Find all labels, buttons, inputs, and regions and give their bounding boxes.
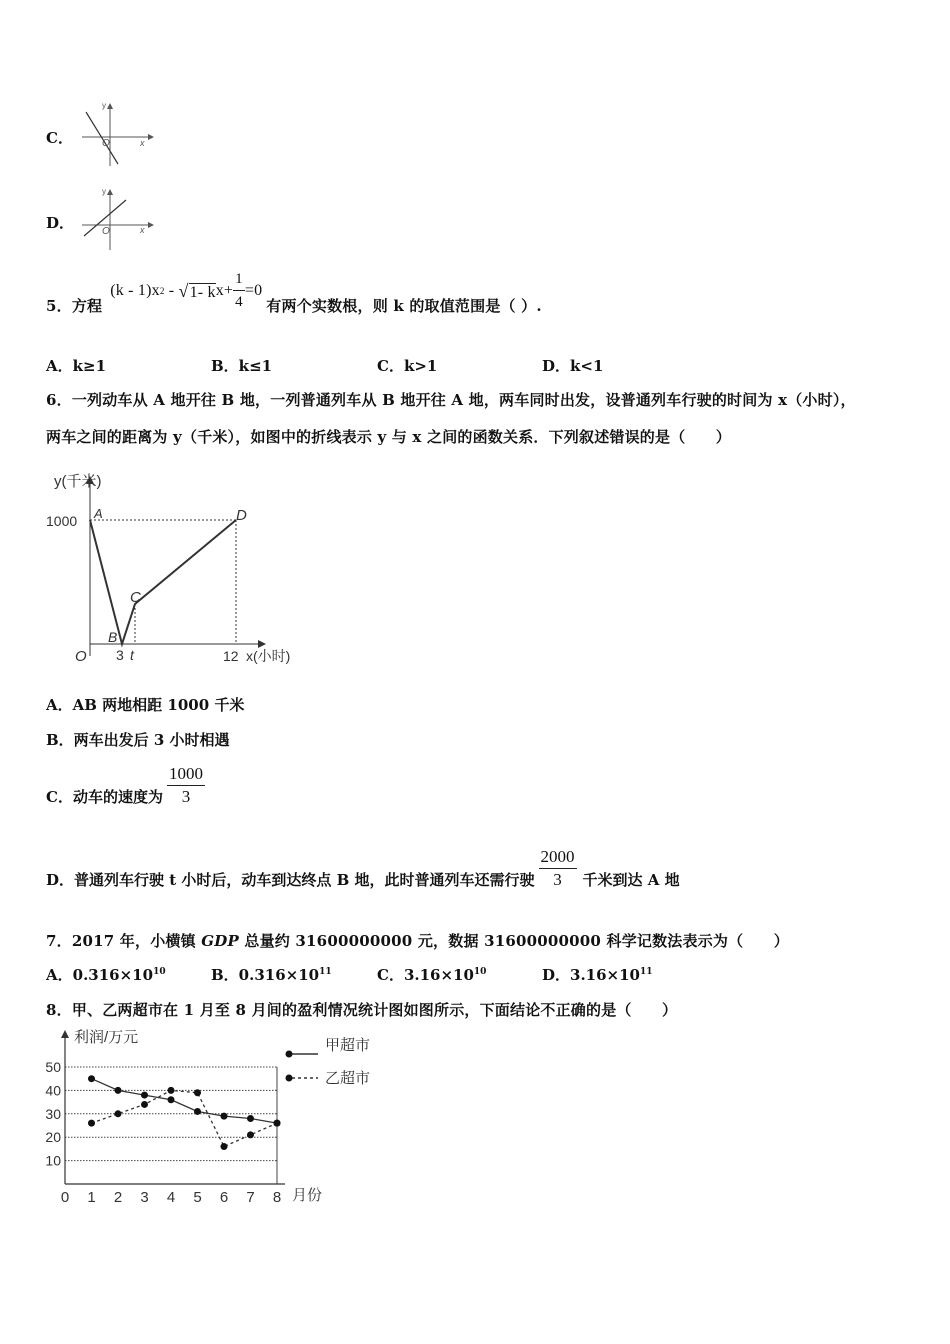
q6-x-label: x(小时)	[246, 648, 291, 664]
q7-text-pre: 7．2017 年，小横镇	[46, 932, 196, 950]
q8-point-jia-6	[221, 1113, 228, 1120]
q8-x-tick-0: 0	[60, 1189, 70, 1206]
q8-point-yi-8	[274, 1120, 281, 1127]
q6-point-a: A	[94, 506, 103, 521]
q5-sqrt	[178, 281, 215, 302]
q6-point-b: B	[108, 629, 118, 645]
q4d-x-label: x	[140, 225, 145, 235]
q5-stem	[46, 270, 542, 320]
q8-stem: 8．甲、乙两超市在 1 月至 8 月间的盈利情况统计图如图所示，下面结论不正确的是（ ）	[46, 1001, 678, 1019]
q4c-x-label: x	[140, 138, 145, 148]
q8-y-axis-label: 利润/万元	[74, 1029, 139, 1046]
q4d-origin-label: O	[102, 226, 110, 237]
q8-x-tick-2: 2	[113, 1189, 123, 1206]
q8-point-jia-3	[141, 1092, 148, 1099]
q6-x-tick-t: t	[130, 647, 134, 663]
q5-frac-num: 1	[233, 269, 245, 291]
q8-point-jia-7	[247, 1115, 254, 1122]
q6-option-d-num: 2000	[539, 847, 577, 869]
q5-eq-exponent: 2	[159, 286, 165, 296]
q7-option-b-exp: 11	[319, 967, 332, 977]
q4c-y-label: y	[102, 101, 106, 110]
q7-option-b-base: B．0.316×10	[211, 966, 320, 984]
q6-line1: 6．一列动车从 A 地开往 B 地，一列普通列车从 B 地开往 A 地，两车同时出发，设普通列车行驶的时间为 x（小时），	[46, 391, 856, 409]
q8-x-tick-4: 4	[166, 1189, 176, 1206]
q8-y-tick-10: 10	[45, 1152, 61, 1169]
q7-option-b[interactable]	[211, 964, 332, 985]
q6-x-tick-3: 3	[116, 647, 124, 663]
q4-option-d-graph	[78, 186, 158, 254]
q8-point-yi-6	[221, 1143, 228, 1150]
q6-graph	[40, 462, 310, 672]
q7-stem	[46, 930, 789, 951]
q7-option-a-base: A．0.316×10	[46, 966, 154, 984]
q6-point-c: C	[130, 589, 141, 606]
q5-option-c[interactable]: C．k>1	[377, 357, 438, 375]
q6-option-c-den: 3	[181, 787, 191, 806]
q6-option-a[interactable]: A．AB 两地相距 1000 千米	[46, 696, 245, 714]
q5-eq-part4: =0	[244, 282, 263, 299]
q6-option-d-pre: D．普通列车行驶 t 小时后，动车到达终点 B 地，此时普通列车还需行驶	[46, 870, 535, 889]
q8-y-tick-30: 30	[45, 1105, 61, 1122]
q4-option-d-label: D．	[46, 214, 75, 232]
q6-y-label: y(千米)	[54, 473, 102, 490]
q5-option-b[interactable]: B．k≤1	[211, 357, 273, 375]
q5-text-after: 有两个实数根，则 k 的取值范围是（ ）.	[266, 296, 542, 315]
q6-option-d-frac	[539, 847, 577, 891]
q8-point-yi-4	[168, 1087, 175, 1094]
q8-point-yi-2	[115, 1110, 122, 1117]
q7-option-c[interactable]	[377, 964, 486, 985]
q5-eq-part2: -	[164, 282, 179, 299]
q5-option-d[interactable]: D．k<1	[542, 357, 604, 375]
q8-x-tick-1: 1	[87, 1189, 96, 1206]
q7-text-post: 总量约 31600000000 元，数据 31600000000 科学记数法表示为（ ）	[244, 932, 789, 950]
q6-option-c-text: C．动车的速度为	[46, 787, 163, 806]
q5-option-a[interactable]: A．k≥1	[46, 357, 107, 375]
q6-x-arrow	[258, 640, 266, 648]
q8-x-tick-3: 3	[140, 1189, 149, 1206]
q4c-x-arrow	[148, 134, 154, 140]
q6-y-value: 1000	[46, 513, 78, 529]
q5-frac-den: 4	[235, 294, 243, 310]
q4c-origin-label: O	[102, 138, 110, 149]
q8-x-tick-7: 7	[246, 1189, 255, 1206]
q4-option-c-graph	[78, 100, 158, 168]
q8-chart	[40, 1022, 400, 1212]
q4c-y-arrow	[107, 103, 113, 109]
q6-option-c-num: 1000	[167, 764, 205, 786]
q5-eq-part3: x+	[215, 282, 234, 299]
q8-x-tick-5: 5	[193, 1189, 202, 1206]
q8-y-tick-40: 40	[45, 1082, 61, 1099]
q8-point-jia-4	[168, 1096, 175, 1103]
q6-origin: O	[75, 648, 87, 665]
q6-option-d[interactable]	[46, 843, 680, 895]
q8-point-yi-1	[88, 1120, 95, 1127]
q6-line2: 两车之间的距离为 y（千米），如图中的折线表示 y 与 x 之间的函数关系．下列叙述错误的是（ ）	[46, 428, 731, 446]
q8-legend-yi: 乙超市	[325, 1070, 371, 1087]
q5-eq-part1: (k - 1)x	[110, 282, 160, 299]
q8-series	[88, 1075, 281, 1150]
q8-point-yi-5	[194, 1089, 201, 1096]
q8-x-axis-label: 月份	[292, 1187, 323, 1204]
q8-point-jia-5	[194, 1108, 201, 1115]
q6-option-c-frac	[167, 764, 205, 808]
q7-option-a[interactable]	[46, 964, 166, 985]
q8-point-yi-7	[247, 1131, 254, 1138]
q5-frac	[233, 269, 245, 313]
q5-eq-sqrt: 1- k	[189, 283, 216, 301]
q5-sqrt-sign: √	[178, 280, 189, 301]
q7-option-d[interactable]	[542, 964, 653, 985]
q8-legend-jia: 甲超市	[325, 1037, 371, 1054]
q6-option-d-den: 3	[553, 870, 562, 889]
q7-option-c-base: C．3.16×10	[377, 966, 474, 984]
q8-y-arrow	[61, 1030, 69, 1038]
q8-legend-marker-yi	[286, 1075, 293, 1082]
q8-point-jia-2	[115, 1087, 122, 1094]
q8-y-tick-50: 50	[45, 1059, 61, 1075]
q6-x-tick-12: 12	[223, 648, 239, 664]
q7-option-a-exp: 10	[153, 967, 166, 977]
q5-number: 5．方程	[46, 296, 103, 315]
q8-x-tick-8: 8	[272, 1189, 282, 1206]
q7-text-gdp: GDP	[201, 932, 239, 950]
q8-legend-marker-jia	[286, 1051, 293, 1058]
q4d-y-label: y	[102, 187, 106, 196]
q6-option-c[interactable]	[46, 760, 205, 812]
q8-x-tick-6: 6	[219, 1189, 229, 1206]
q4d-y-arrow	[107, 189, 113, 195]
q8-point-yi-3	[141, 1101, 148, 1108]
q6-option-b[interactable]: B．两车出发后 3 小时相遇	[46, 731, 230, 749]
q8-grid	[65, 1067, 277, 1184]
q6-point-d: D	[236, 507, 247, 524]
q6-polyline	[90, 520, 236, 644]
q7-option-d-exp: 11	[639, 967, 653, 977]
q4-option-c-label: C．	[46, 129, 73, 147]
q4d-x-arrow	[148, 222, 154, 228]
q6-option-d-post: 千米到达 A 地	[582, 870, 680, 889]
q8-y-tick-20: 20	[45, 1129, 61, 1146]
q5-equation	[110, 269, 262, 313]
q7-option-d-base: D．3.16×10	[542, 966, 640, 984]
q7-option-c-exp: 10	[473, 967, 487, 977]
q8-point-jia-1	[88, 1075, 95, 1082]
